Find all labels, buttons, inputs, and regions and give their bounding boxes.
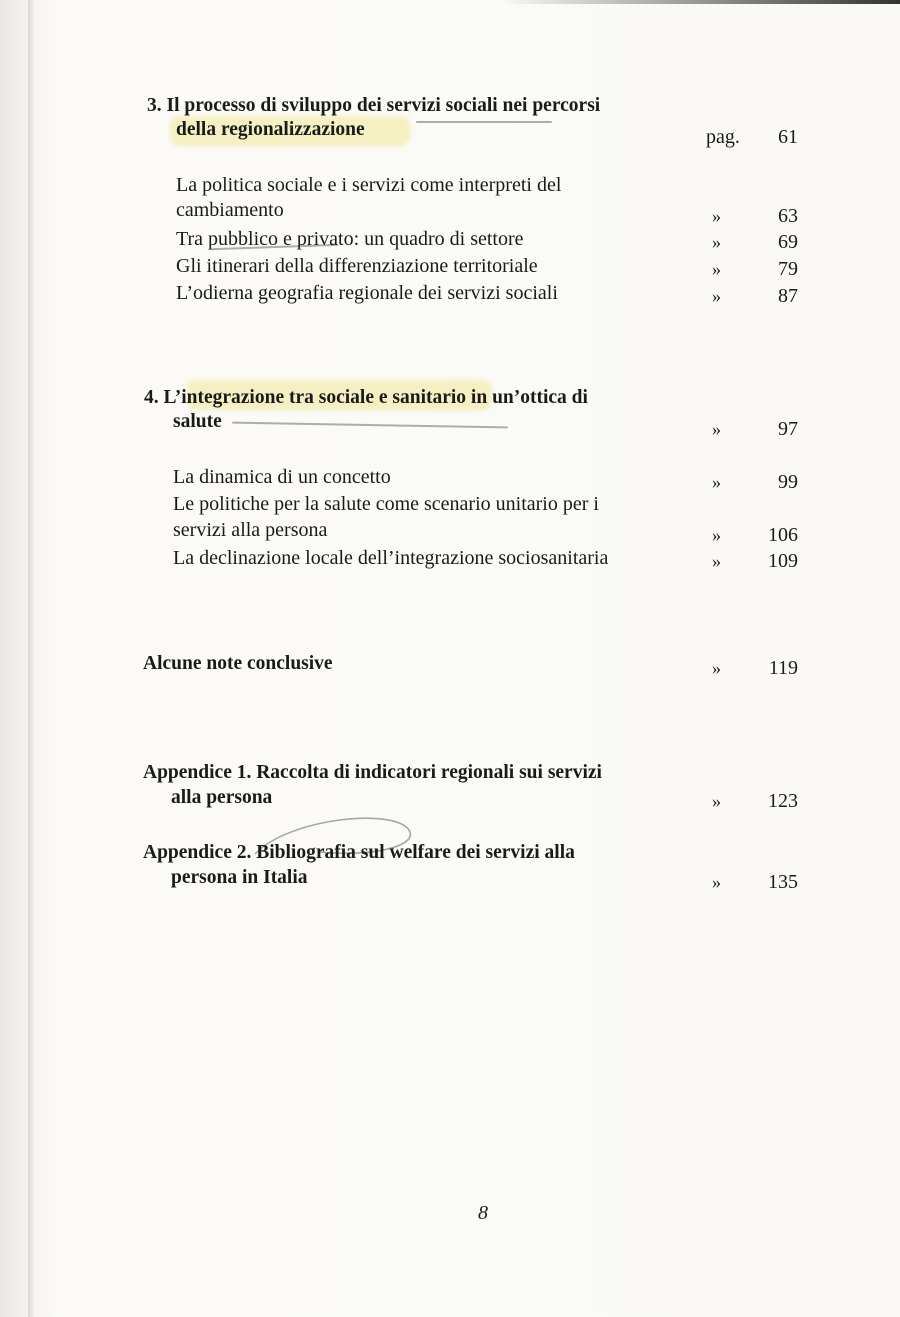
section-title: cambiamento [176, 199, 284, 221]
page-number: 106 [768, 524, 798, 546]
chapter-title: persona in Italia [171, 867, 308, 888]
chapter-title: 4. L’integrazione tra sociale e sanitario in un’ottica di [144, 387, 588, 408]
page-number: 61 [778, 126, 798, 148]
section-title: Tra pubblico e privato: un quadro di settore [176, 228, 524, 250]
page-number: 87 [778, 285, 798, 307]
section-title: Gli itinerari della differenziazione territoriale [176, 255, 538, 277]
section-title: La dinamica di un concetto [173, 466, 391, 488]
page-folio: 8 [478, 1202, 488, 1224]
pencil-underline [232, 422, 508, 429]
page-number: 109 [768, 550, 798, 572]
ditto-marker: » [712, 419, 721, 439]
chapter-title: alla persona [171, 787, 273, 808]
ditto-marker: » [712, 551, 721, 571]
chapter-title: della regionalizzazione [176, 119, 365, 140]
ditto-marker: » [712, 259, 721, 279]
ditto-marker: » [712, 472, 721, 492]
section-title: L’odierna geografia regionale dei servizi sociali [176, 282, 558, 304]
ditto-marker: » [712, 232, 721, 252]
ditto-marker: » [712, 286, 721, 306]
page-number: 69 [778, 231, 798, 253]
page-number: 97 [778, 418, 798, 440]
page-number: 99 [778, 471, 798, 493]
page-binding-edge [28, 0, 34, 1317]
pencil-underline [416, 121, 552, 123]
ditto-marker: » [712, 872, 721, 892]
ditto-marker: » [712, 658, 721, 678]
page-number: 119 [768, 657, 798, 679]
chapter-title: salute [173, 411, 222, 432]
chapter-title: 3. Il processo di sviluppo dei servizi sociali nei percorsi [147, 95, 601, 116]
page-number: 79 [778, 258, 798, 280]
page-number: 135 [768, 871, 798, 893]
ditto-marker: » [712, 525, 721, 545]
chapter-title: Alcune note conclusive [143, 653, 333, 674]
section-title: Le politiche per la salute come scenario unitario per i [173, 493, 599, 515]
page-number: 123 [768, 790, 798, 812]
page-number: 63 [778, 205, 798, 227]
ditto-marker: » [712, 206, 721, 226]
page-prefix: pag. [706, 126, 740, 148]
section-title: La declinazione locale dell’integrazione sociosanitaria [173, 547, 609, 569]
scan-shadow [500, 0, 900, 4]
ditto-marker: » [712, 791, 721, 811]
section-title: La politica sociale e i servizi come interpreti del [176, 174, 562, 196]
section-title: servizi alla persona [173, 519, 328, 541]
chapter-title: Appendice 2. Bibliografia sul welfare dei servizi alla [143, 842, 575, 863]
chapter-title: Appendice 1. Raccolta di indicatori regionali sui servizi [143, 762, 602, 783]
